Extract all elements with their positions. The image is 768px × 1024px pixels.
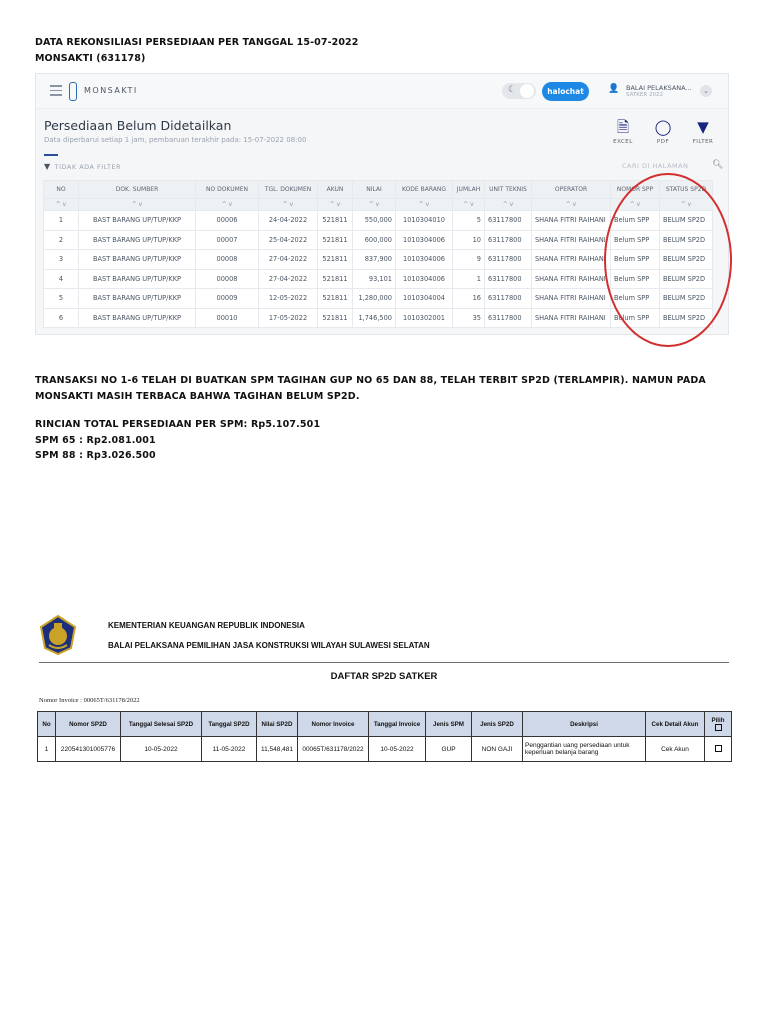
column-header: No bbox=[38, 712, 56, 737]
cell-akun: 521811 bbox=[318, 250, 353, 270]
sp2d-header-row bbox=[38, 712, 732, 737]
cell-kode-barang: 1010304010 bbox=[396, 211, 453, 231]
select-all-checkbox[interactable] bbox=[715, 724, 722, 731]
title-accent bbox=[44, 154, 58, 156]
kemenkeu-emblem-icon bbox=[39, 615, 77, 655]
cell-no-dokumen: 00009 bbox=[196, 289, 259, 309]
column-header[interactable]: NO DOKUMEN bbox=[196, 181, 259, 199]
cell-akun: 521811 bbox=[318, 230, 353, 250]
cell-nomor-spp: Belum SPP bbox=[611, 269, 660, 289]
sp2d-table bbox=[37, 711, 732, 762]
cell-no: 1 bbox=[38, 737, 56, 762]
cell-jumlah: 5 bbox=[453, 211, 485, 231]
page-title: Persediaan Belum Didetailkan bbox=[44, 118, 232, 133]
theme-toggle[interactable] bbox=[502, 83, 536, 99]
cell-status-sp2d: BELUM SP2D bbox=[660, 269, 713, 289]
cell-nilai: 550,000 bbox=[353, 211, 396, 231]
cell-tgl-selesai: 10-05-2022 bbox=[121, 737, 202, 762]
column-header: Tanggal Invoice bbox=[369, 712, 426, 737]
cell-jenis-spm: GUP bbox=[426, 737, 472, 762]
cell-unit-teknis: 63117800 bbox=[485, 289, 532, 309]
sort-icon[interactable]: ^ v bbox=[353, 199, 396, 211]
cell-deskripsi: Penggantian uang persediaan untuk keperluan belanja barang bbox=[523, 737, 646, 762]
report-subtitle: MONSAKTI (631178) bbox=[35, 53, 146, 64]
filter-icon: ▼ bbox=[697, 118, 709, 136]
document-header bbox=[35, 35, 358, 67]
cell-tgl-dokumen: 24-04-2022 bbox=[259, 211, 318, 231]
column-header: Cek Detail Akun bbox=[646, 712, 705, 737]
menu-icon[interactable] bbox=[50, 85, 62, 95]
cell-no: 2 bbox=[44, 230, 79, 250]
cell-jumlah: 10 bbox=[453, 230, 485, 250]
cell-nomor-spp: Belum SPP bbox=[611, 308, 660, 328]
cell-tgl-dokumen: 17-05-2022 bbox=[259, 308, 318, 328]
table-header-row bbox=[44, 181, 713, 199]
column-header: Jenis SPM bbox=[426, 712, 472, 737]
cell-operator: SHANA FITRI RAIHANI bbox=[532, 269, 611, 289]
row-select-checkbox[interactable] bbox=[715, 745, 722, 752]
column-header[interactable]: NO bbox=[44, 181, 79, 199]
sort-icon[interactable]: ^ v bbox=[660, 199, 713, 211]
sort-icon[interactable]: ^ v bbox=[318, 199, 353, 211]
cell-akun: 521811 bbox=[318, 308, 353, 328]
cell-tgl-invoice: 10-05-2022 bbox=[369, 737, 426, 762]
cell-akun: 521811 bbox=[318, 289, 353, 309]
cell-nomor-invoice: 00065T/631178/2022 bbox=[298, 737, 369, 762]
cell-dok-sumber: BAST BARANG UP/TUP/KKP bbox=[79, 269, 196, 289]
cell-nilai: 837,900 bbox=[353, 250, 396, 270]
cell-unit-teknis: 63117800 bbox=[485, 230, 532, 250]
sort-icon[interactable]: ^ v bbox=[485, 199, 532, 211]
filter-button[interactable]: ▼ FILTER bbox=[683, 118, 723, 145]
cell-operator: SHANA FITRI RAIHANI bbox=[532, 250, 611, 270]
column-header: Deskripsi bbox=[523, 712, 646, 737]
cell-status-sp2d: BELUM SP2D bbox=[660, 211, 713, 231]
cell-jumlah: 9 bbox=[453, 250, 485, 270]
sort-icon[interactable]: ^ v bbox=[79, 199, 196, 211]
sort-icon[interactable]: ^ v bbox=[396, 199, 453, 211]
user-name[interactable]: BALAI PELAKSANA... bbox=[626, 84, 692, 92]
cell-kode-barang: 1010304006 bbox=[396, 250, 453, 270]
column-header: Nomor Invoice bbox=[298, 712, 369, 737]
cell-operator: SHANA FITRI RAIHANI bbox=[532, 211, 611, 231]
column-header[interactable]: STATUS SP2D bbox=[660, 181, 713, 199]
spm-88: SPM 88 : Rp3.026.500 bbox=[35, 450, 156, 461]
column-header: Tanggal SP2D bbox=[202, 712, 257, 737]
column-header[interactable]: JUMLAH bbox=[453, 181, 485, 199]
search-input[interactable]: CARI DI HALAMAN bbox=[622, 162, 689, 170]
divider bbox=[39, 662, 729, 663]
cell-kode-barang: 1010302001 bbox=[396, 308, 453, 328]
cell-no: 3 bbox=[44, 250, 79, 270]
sort-row bbox=[44, 199, 713, 211]
rincian-block bbox=[35, 417, 320, 464]
filter-small-icon: ▼ bbox=[44, 162, 51, 171]
invoice-number-label: Nomor Invoice : 00065T/631178/2022 bbox=[39, 697, 140, 704]
column-header[interactable]: AKUN bbox=[318, 181, 353, 199]
cell-tgl-dokumen: 27-04-2022 bbox=[259, 250, 318, 270]
cek-akun-link[interactable]: Cek Akun bbox=[646, 737, 705, 762]
sort-icon[interactable]: ^ v bbox=[196, 199, 259, 211]
pdf-button[interactable]: ◯ PDF bbox=[643, 118, 683, 145]
sort-icon[interactable]: ^ v bbox=[611, 199, 660, 211]
column-header: Jenis SP2D bbox=[472, 712, 523, 737]
spm-65: SPM 65 : Rp2.081.001 bbox=[35, 434, 156, 446]
sort-icon[interactable]: ^ v bbox=[259, 199, 318, 211]
column-header[interactable]: TGL. DOKUMEN bbox=[259, 181, 318, 199]
explanation-note: TRANSAKSI NO 1-6 TELAH DI BUATKAN SPM TAGIHAN GUP NO 65 DAN 88, TELAH TERBIT SP2D (TERLAMPIR). NAMUN PADA MONSAKTI MASIH TERBACA BAHWA TAGIHAN BELUM SP2D. bbox=[35, 375, 706, 402]
cell-nomor-spp: Belum SPP bbox=[611, 230, 660, 250]
cell-dok-sumber: BAST BARANG UP/TUP/KKP bbox=[79, 211, 196, 231]
cell-status-sp2d: BELUM SP2D bbox=[660, 308, 713, 328]
cell-operator: SHANA FITRI RAIHANI bbox=[532, 230, 611, 250]
cell-dok-sumber: BAST BARANG UP/TUP/KKP bbox=[79, 250, 196, 270]
cell-tgl-dokumen: 27-04-2022 bbox=[259, 269, 318, 289]
cell-no-dokumen: 00008 bbox=[196, 250, 259, 270]
table-row[interactable] bbox=[44, 308, 713, 328]
column-header: Nilai SP2D bbox=[257, 712, 298, 737]
cell-unit-teknis: 63117800 bbox=[485, 308, 532, 328]
sort-icon[interactable]: ^ v bbox=[532, 199, 611, 211]
chevron-down-icon[interactable]: ⌄ bbox=[700, 85, 712, 97]
user-icon: 👤 bbox=[608, 84, 620, 94]
cell-tgl-dokumen: 25-04-2022 bbox=[259, 230, 318, 250]
cell-kode-barang: 1010304006 bbox=[396, 230, 453, 250]
cell-nomor-spp: Belum SPP bbox=[611, 211, 660, 231]
cell-no: 4 bbox=[44, 269, 79, 289]
report-title: DATA REKONSILIASI PERSEDIAAN PER TANGGAL 15-07-2022 bbox=[35, 37, 359, 48]
column-header[interactable]: DOK. SUMBER bbox=[79, 181, 196, 199]
sort-icon[interactable]: ^ v bbox=[44, 199, 79, 211]
cell-status-sp2d: BELUM SP2D bbox=[660, 250, 713, 270]
cell-no: 5 bbox=[44, 289, 79, 309]
column-header[interactable]: UNIT TEKNIS bbox=[485, 181, 532, 199]
cell-unit-teknis: 63117800 bbox=[485, 211, 532, 231]
cell-akun: 521811 bbox=[318, 211, 353, 231]
cell-tgl-dokumen: 12-05-2022 bbox=[259, 289, 318, 309]
red-highlight-circle bbox=[604, 173, 732, 347]
cell-nilai: 1,746,500 bbox=[353, 308, 396, 328]
pdf-icon: ◯ bbox=[654, 118, 672, 136]
cell-pilih bbox=[705, 737, 732, 762]
cell-jumlah: 16 bbox=[453, 289, 485, 309]
cell-no: 6 bbox=[44, 308, 79, 328]
sort-icon[interactable]: ^ v bbox=[453, 199, 485, 211]
app-topbar bbox=[36, 74, 728, 109]
org-ministry: KEMENTERIAN KEUANGAN REPUBLIK INDONESIA bbox=[108, 621, 305, 630]
cell-kode-barang: 1010304006 bbox=[396, 269, 453, 289]
column-header: Nomor SP2D bbox=[56, 712, 121, 737]
excel-button[interactable]: 🗎 EXCEL bbox=[603, 118, 643, 145]
cell-jumlah: 1 bbox=[453, 269, 485, 289]
cell-kode-barang: 1010304004 bbox=[396, 289, 453, 309]
cell-no: 1 bbox=[44, 211, 79, 231]
cell-unit-teknis: 63117800 bbox=[485, 250, 532, 270]
column-header[interactable]: OPERATOR bbox=[532, 181, 611, 199]
halochat-button[interactable]: halochat bbox=[542, 82, 589, 101]
cell-no-dokumen: 00008 bbox=[196, 269, 259, 289]
cell-dok-sumber: BAST BARANG UP/TUP/KKP bbox=[79, 308, 196, 328]
column-header[interactable]: NOMOR SPP bbox=[611, 181, 660, 199]
search-icon[interactable]: 🔍︎ bbox=[712, 160, 724, 170]
sp2d-doc-title: DAFTAR SP2D SATKER bbox=[330, 671, 438, 682]
filter-status[interactable]: ▼ TIDAK ADA FILTER bbox=[44, 162, 122, 171]
brand-name: MONSAKTI bbox=[84, 86, 138, 95]
cell-nomor-sp2d: 220541301005776 bbox=[56, 737, 121, 762]
cell-nilai: 11,548,481 bbox=[257, 737, 298, 762]
cell-no-dokumen: 00007 bbox=[196, 230, 259, 250]
cell-operator: SHANA FITRI RAIHANI bbox=[532, 289, 611, 309]
rincian-total: RINCIAN TOTAL PERSEDIAAN PER SPM: Rp5.107.501 bbox=[35, 419, 321, 430]
cell-nomor-spp: Belum SPP bbox=[611, 289, 660, 309]
sp2d-row bbox=[38, 737, 732, 762]
cell-dok-sumber: BAST BARANG UP/TUP/KKP bbox=[79, 289, 196, 309]
column-header[interactable]: KODE BARANG bbox=[396, 181, 453, 199]
cell-akun: 521811 bbox=[318, 269, 353, 289]
cell-nilai: 1,280,000 bbox=[353, 289, 396, 309]
page-subtitle: Data diperbarui setiap 1 jam, pembaruan terakhir pada: 15-07-2022 08:00 bbox=[44, 136, 307, 144]
cell-nilai: 93,101 bbox=[353, 269, 396, 289]
cell-unit-teknis: 63117800 bbox=[485, 269, 532, 289]
cell-nomor-spp: Belum SPP bbox=[611, 250, 660, 270]
cell-operator: SHANA FITRI RAIHANI bbox=[532, 308, 611, 328]
column-header-pilih: Pilih bbox=[705, 712, 732, 737]
moon-icon: ☾ bbox=[508, 85, 517, 95]
column-header[interactable]: NILAI bbox=[353, 181, 396, 199]
monsakti-logo-icon bbox=[69, 82, 77, 101]
user-subtitle: SATKER 2022 bbox=[626, 92, 663, 98]
cell-jumlah: 35 bbox=[453, 308, 485, 328]
cell-tgl-sp2d: 11-05-2022 bbox=[202, 737, 257, 762]
cell-no-dokumen: 00010 bbox=[196, 308, 259, 328]
cell-nilai: 600,000 bbox=[353, 230, 396, 250]
excel-icon: 🗎 bbox=[616, 118, 630, 136]
cell-dok-sumber: BAST BARANG UP/TUP/KKP bbox=[79, 230, 196, 250]
org-unit: BALAI PELAKSANA PEMILIHAN JASA KONSTRUKSI WILAYAH SULAWESI SELATAN bbox=[108, 641, 430, 650]
cell-no-dokumen: 00006 bbox=[196, 211, 259, 231]
cell-jenis-sp2d: NON GAJI bbox=[472, 737, 523, 762]
column-header: Tanggal Selesai SP2D bbox=[121, 712, 202, 737]
toggle-knob bbox=[520, 84, 534, 98]
cell-status-sp2d: BELUM SP2D bbox=[660, 289, 713, 309]
cell-status-sp2d: BELUM SP2D bbox=[660, 230, 713, 250]
